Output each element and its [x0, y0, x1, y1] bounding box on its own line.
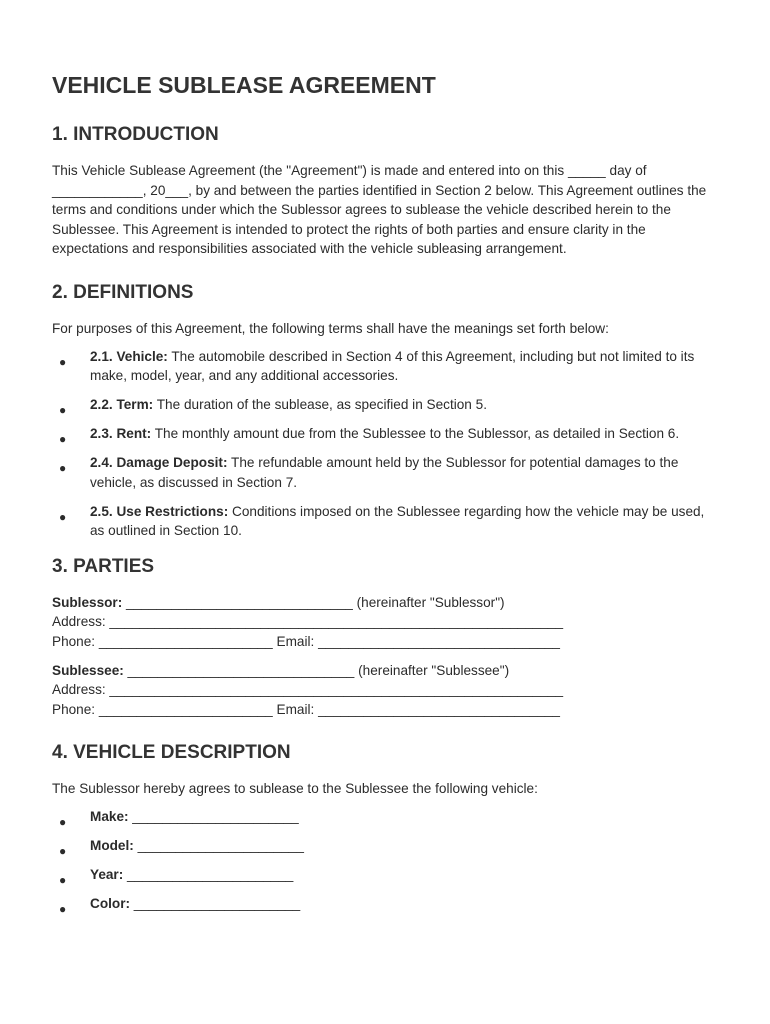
bullet-icon: ●	[59, 815, 67, 830]
vehicle-field-list	[52, 807, 718, 914]
bullet-icon: ●	[59, 403, 67, 418]
vehicle-field-label: Year:	[90, 867, 124, 882]
introduction-paragraph: This Vehicle Sublease Agreement (the "Agreement") is made and entered into on this _____ day of ____________, 20___, by and between the parties identified in Section 2 below. This Agreement outlines the terms and conditions under which the Sublessor agrees to sublease the vehicle described herein to the Sublessee. This Agreement is intended to protect the rights of both parties and ensure clarity in the expectations and responsibilities associated with the vehicle subleasing arrangement.	[52, 163, 707, 257]
definition-item	[52, 347, 718, 386]
document-title: VEHICLE SUBLEASE AGREEMENT	[52, 72, 436, 98]
vehicle-field-blank: ______________________	[133, 838, 304, 854]
vehicle-field-blank: ______________________	[128, 809, 299, 825]
bullet-icon: ●	[59, 873, 67, 887]
definition-item	[52, 453, 718, 492]
bullet-icon: ●	[59, 432, 67, 447]
section-vehicle-description	[52, 741, 718, 916]
vehicle-field-item	[52, 865, 718, 885]
definition-text: The automobile described in Section 4 of this Agreement, including but not limited to its make, model, year, and any additional accessories.	[90, 348, 695, 384]
definition-term: 2.3. Rent:	[90, 426, 152, 442]
definitions-lead: For purposes of this Agreement, the following terms shall have the meanings set forth below:	[52, 320, 609, 336]
sublessee-contact-line: Phone: _______________________ Email: ________________________________	[52, 701, 560, 717]
section-definitions	[52, 281, 718, 541]
vehicle-field-label: Model:	[90, 838, 134, 854]
sublessor-name-line	[52, 593, 718, 613]
vehicle-field-item	[52, 836, 718, 859]
definition-item	[52, 502, 718, 541]
sublessee-label: Sublessee:	[52, 662, 124, 678]
section-parties	[52, 555, 718, 720]
bullet-icon: ●	[59, 844, 67, 859]
bullet-icon: ●	[59, 509, 67, 524]
definition-term: 2.4. Damage Deposit:	[90, 455, 228, 471]
section-heading-vehicle: 4. VEHICLE DESCRIPTION	[52, 742, 291, 764]
section-heading-introduction: 1. INTRODUCTION	[52, 124, 219, 145]
vehicle-field-item	[52, 894, 718, 914]
section-introduction	[52, 123, 718, 259]
definition-item	[52, 424, 718, 447]
bullet-icon: ●	[59, 901, 67, 916]
vehicle-field-blank: ______________________	[123, 867, 294, 882]
definition-term: 2.5. Use Restrictions:	[90, 503, 229, 519]
sublessee-block	[52, 661, 718, 720]
sublessee-address-line: Address: ____________________________________________________________	[52, 682, 564, 698]
sublessee-name-line	[52, 661, 718, 681]
definition-term: 2.1. Vehicle:	[90, 348, 168, 364]
definition-item	[52, 395, 718, 418]
sublessor-address-line: Address: ____________________________________________________________	[52, 614, 564, 630]
vehicle-field-label: Make:	[90, 809, 129, 825]
bullet-icon: ●	[59, 354, 67, 369]
sublessor-name-field: ______________________________ (hereinafter "Sublessor")	[122, 594, 505, 610]
section-heading-definitions: 2. DEFINITIONS	[52, 281, 194, 303]
sublessor-contact-line: Phone: _______________________ Email: ________________________________	[52, 634, 560, 650]
vehicle-field-label: Color:	[90, 895, 131, 911]
definition-text: The refundable amount held by the Sublessor for potential damages to the vehicle, as discussed in Section 7.	[90, 455, 679, 490]
vehicle-field-item	[52, 807, 718, 830]
definition-text: Conditions imposed on the Sublessee regarding how the vehicle may be used, as outlined in Section 10.	[90, 503, 705, 539]
bullet-icon: ●	[59, 461, 67, 476]
definition-term: 2.2. Term:	[90, 397, 154, 413]
definition-text: The duration of the sublease, as specified in Section 5.	[153, 397, 487, 413]
definition-text: The monthly amount due from the Sublessee to the Sublessor, as detailed in Section 6.	[151, 426, 680, 442]
sublessee-name-field: ______________________________ (hereinafter "Sublessee")	[123, 662, 510, 678]
sublessor-block	[52, 593, 718, 652]
section-heading-parties: 3. PARTIES	[52, 555, 155, 577]
vehicle-lead: The Sublessor hereby agrees to sublease to the Sublessee the following vehicle:	[52, 781, 538, 797]
definitions-list	[52, 347, 718, 541]
sublessor-label: Sublessor:	[52, 594, 123, 610]
vehicle-field-blank: ______________________	[130, 895, 301, 911]
